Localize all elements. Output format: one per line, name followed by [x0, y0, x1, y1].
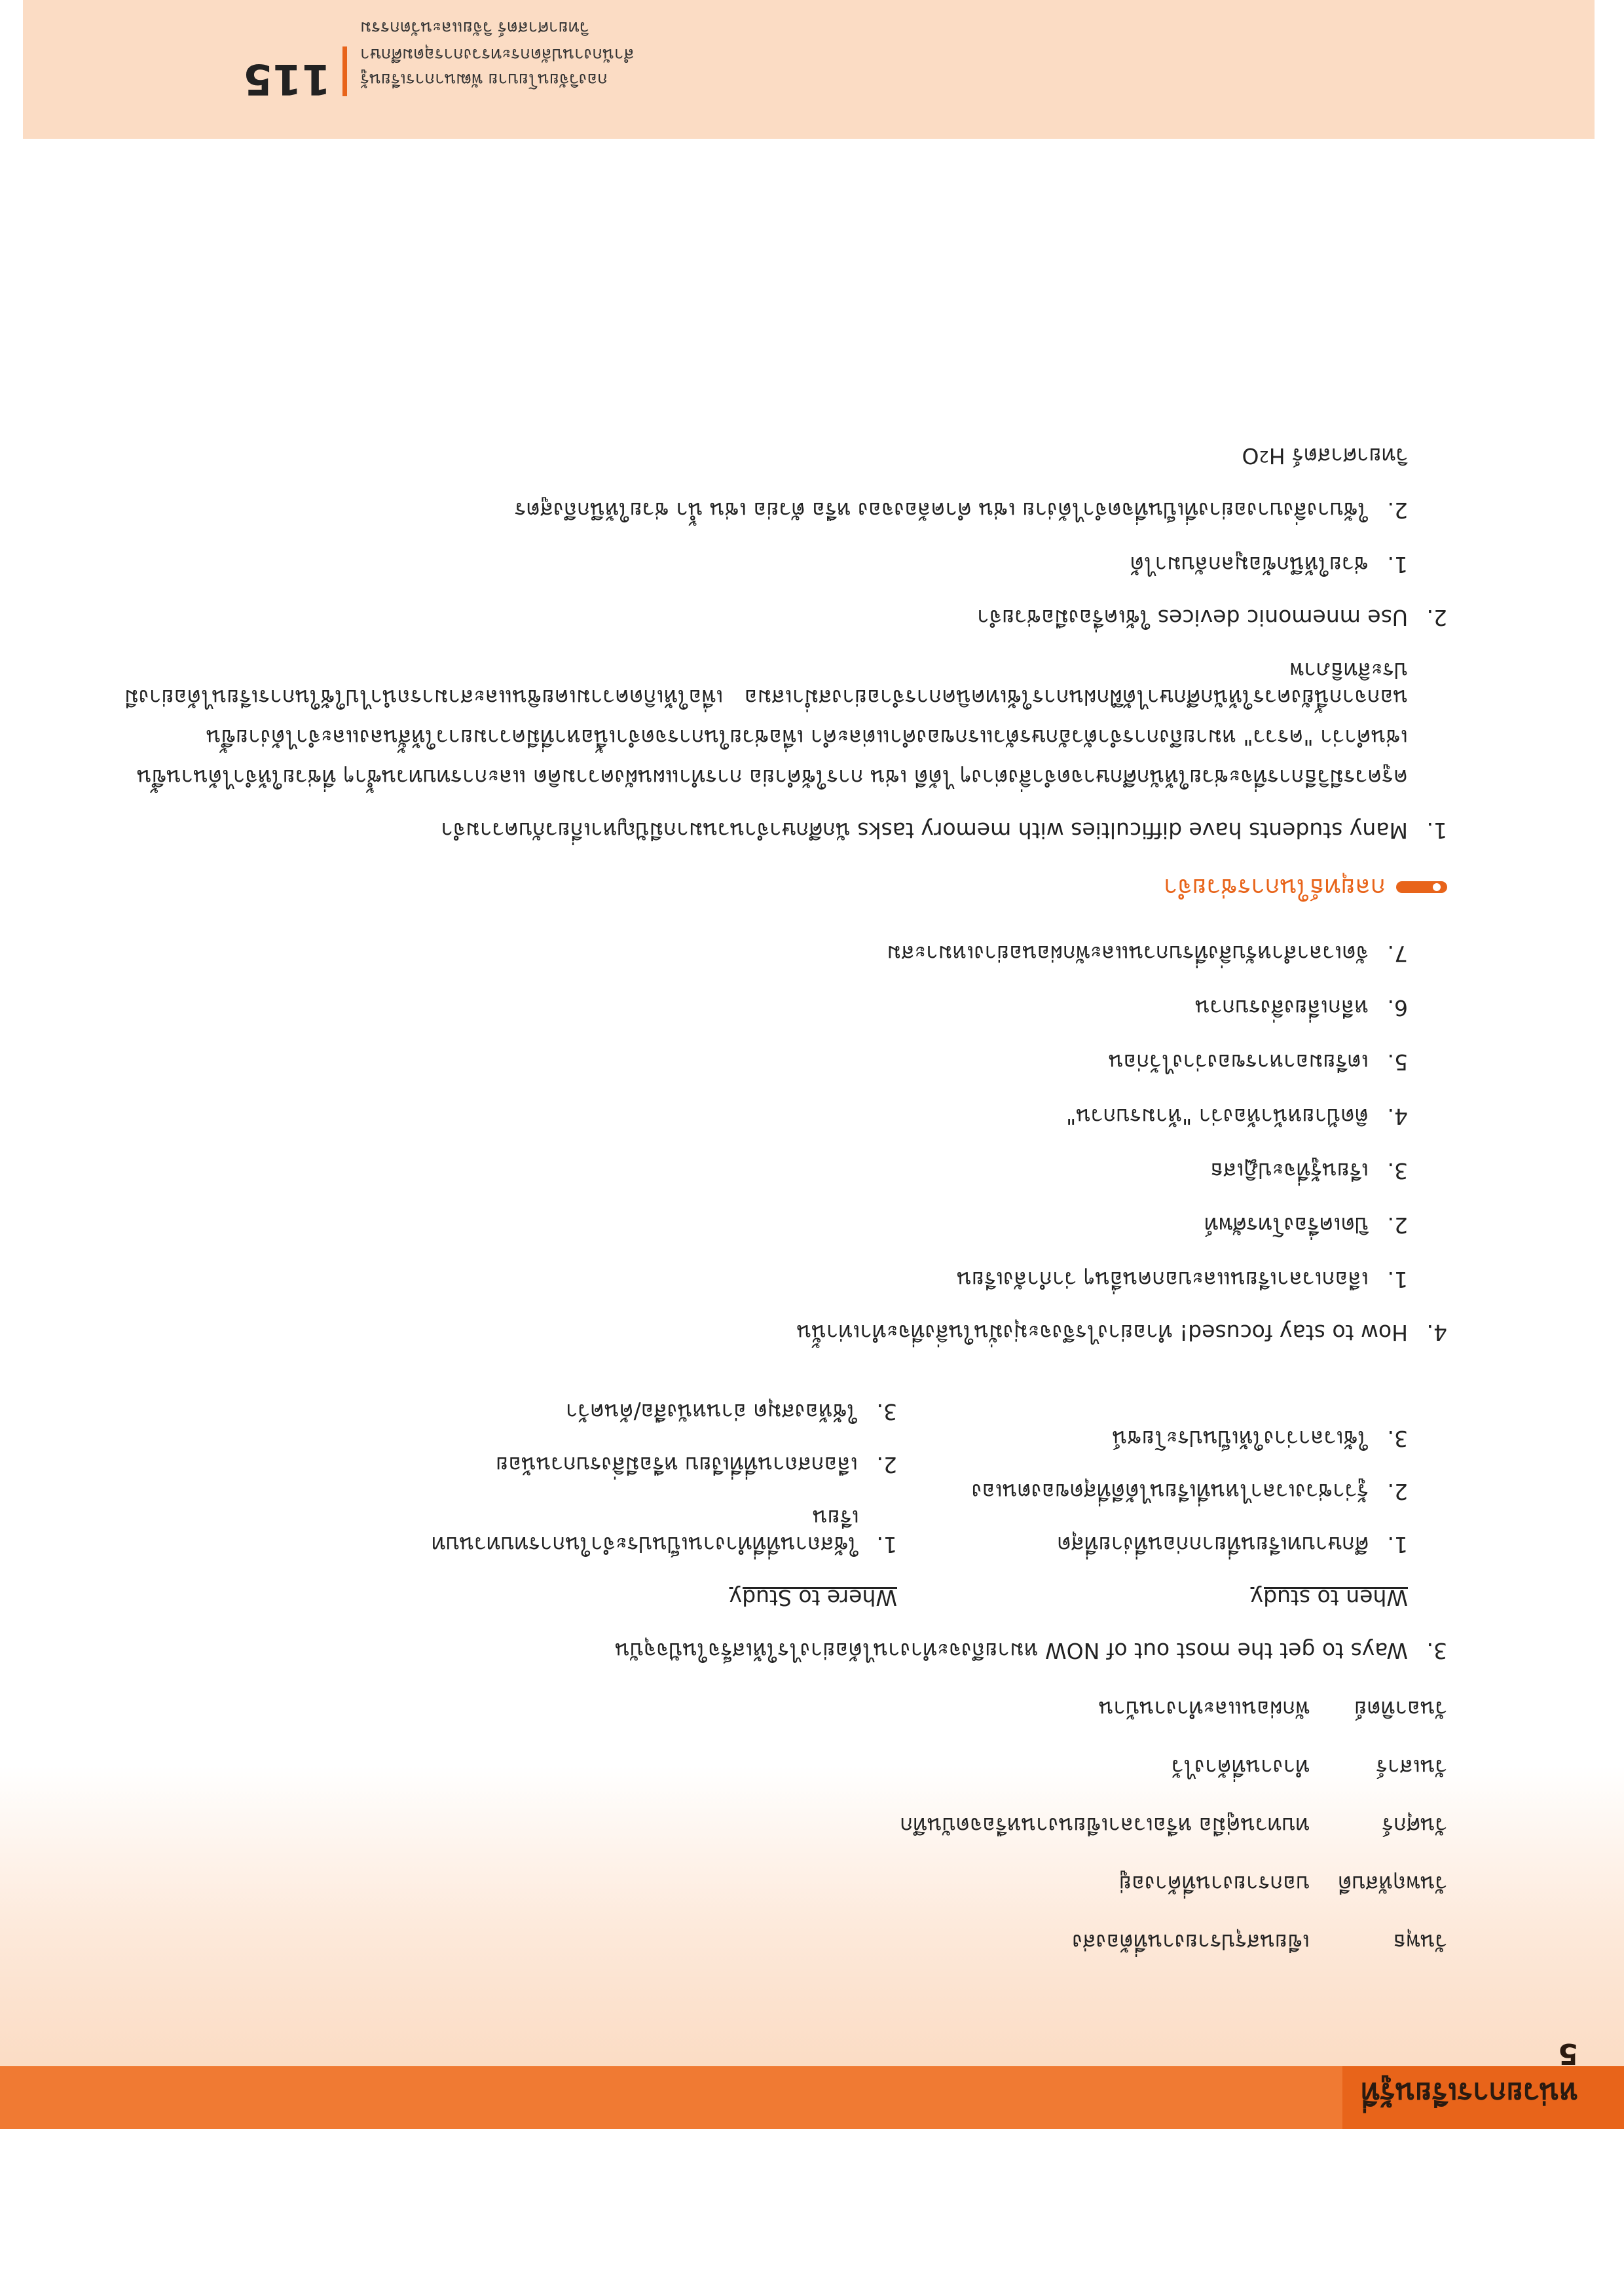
item-text: ช่วยให้นึกข้อมูลกลับมาได้ [1130, 552, 1369, 577]
list-item [124, 940, 1408, 967]
schedule-row [124, 1696, 1447, 1722]
footer-divider [342, 46, 347, 96]
schedule-task: พักผ่อนและทำงานบ้าน [1098, 1696, 1310, 1722]
item-text: ใช้ห้องสมุด อ่านหนังสือ/ค้นคว้า [565, 1399, 858, 1425]
list-item [124, 1049, 1408, 1076]
schedule-task: เขียนสรุปรายงานที่ต้องส่ง [1072, 1929, 1310, 1955]
section-4-heading [124, 1319, 1447, 1346]
memory-item-1-heading [124, 817, 1447, 844]
item-number: 2. [1387, 1479, 1408, 1504]
formula-line [124, 443, 1408, 469]
schedule-row [124, 1754, 1447, 1781]
list-item [124, 551, 1408, 578]
item-number: 3. [1387, 1426, 1408, 1451]
where-column [399, 1372, 897, 1611]
memory-item-2-heading [124, 604, 1447, 631]
item-number: 2. [1387, 498, 1408, 523]
paragraph-line: ครูควรมีวิธีการที่จะช่วยให้นักศึกษาจดจำสิ่งต่างๆ ได้ดี เช่น การใช้คำย่อ การทำแผนผังความคิด และการทบทวนซ้ำๆ ที่ช่วยให้จำได้นานขึ้น [136, 765, 1408, 790]
section-number: 4. [1426, 1320, 1447, 1345]
memory-section-title [124, 874, 1447, 901]
page-number: 115 [243, 54, 331, 103]
item-text: รู้ว่าช่วงเวลาไหนที่เรียนได้ดีที่สุดของตนเอง [971, 1479, 1369, 1504]
schedule-row [124, 1812, 1447, 1839]
schedule-task: บอกรายงานที่ค้างอยู่ [1118, 1871, 1310, 1897]
item-text: ใช้บางสิ่งบางอย่างที่เป็นที่จดจำได้ง่าย เช่น คำคล้องจอง หรือ ตัวย่อ เช่น น้ำ ช่วยให้นึกถึงสูตร [514, 498, 1369, 523]
item-title: Use mnemonic devices ใช้เครื่องมือช่วยจำ [977, 605, 1408, 630]
section-title: Ways to get the most out of NOW หมายถึงจะทำงานได้อย่างไรให้เสร็จในปัจจุบัน [615, 1638, 1408, 1664]
formula-prefix: วิทยาศาสตร์ H [1268, 443, 1408, 469]
item-text: เลือกเวลาเรียนและบอกคนอื่นๆ ว่ากำลังเรียน [957, 1267, 1369, 1292]
item-number: 2. [1426, 605, 1447, 630]
item-title: Many students have difficulties with memory tasks นักศึกษาจำนวนมากมีปัญหาเกี่ยวกับความจำ [441, 818, 1408, 843]
item-text: เตรียมอาหารของว่างไว้ก่อน [1108, 1049, 1369, 1075]
section-bullet-icon [1396, 882, 1447, 894]
when-heading: When to study [1250, 1585, 1408, 1611]
item-number: 3. [1387, 1158, 1408, 1184]
section-title: How to stay focused! ทำอย่างไรจึงจะมุ่งมั่นในสิ่งที่จะทำเท่านั้น [796, 1320, 1408, 1345]
section-number: 3. [1426, 1638, 1447, 1664]
list-item [124, 1103, 1408, 1130]
schedule-task: ทบทวนคู่มือ หรือเวลาเขียนงานหรือจดบันทึก [900, 1813, 1310, 1838]
footer-org-line-1: กองวิจัยนโยบาย พัฒนาการเรียนรู้ [360, 69, 608, 89]
schedule-day: วันพฤหัสบดี [1337, 1871, 1447, 1897]
list-item [124, 1157, 1408, 1184]
item-number: 1. [876, 1532, 897, 1558]
when-column [950, 1372, 1408, 1611]
item-text: ใช้เวลาว่างให้เป็นประโยชน์ [1112, 1426, 1369, 1451]
list-item [124, 1212, 1408, 1239]
schedule-row [124, 1929, 1447, 1956]
list-item [124, 497, 1408, 524]
schedule-row [124, 1870, 1447, 1897]
list-item [124, 994, 1408, 1021]
item-number: 2. [876, 1452, 897, 1478]
item-text: ใช้สถานที่ที่ทำงานเป็นประจำในการทบทวนบทเรียน [431, 1505, 859, 1558]
item-text: ติดป้ายหน้าห้องว่า "ห้ามรบกวน" [1066, 1104, 1369, 1129]
schedule-task: ทำงานที่ค้างไว้ [1171, 1755, 1310, 1780]
item-number: 1. [1387, 1267, 1408, 1292]
item-number: 6. [1387, 995, 1408, 1021]
item-number: 7. [1387, 941, 1408, 966]
unit-header-tab [1342, 2037, 1624, 2129]
schedule-day: วันเสาร์ [1376, 1755, 1447, 1780]
list-item [124, 1266, 1408, 1293]
item-text: หลีกเลี่ยงสิ่งรบกวน [1195, 995, 1369, 1021]
list-item [950, 1531, 1408, 1558]
page-content [124, 415, 1447, 1956]
item-text: ศึกษาบทเรียนที่ยากก่อนที่ง่ายที่สุด [1057, 1532, 1369, 1558]
paragraph-line: เช่นคำว่า "ครวว" หมายถึงการจำตัวอักษรตัวแรกของคำแต่ละคำ เพื่อช่วยในการจดจำเนื้อหาที่มีความยาวให้สั้นลงและจำได้ง่ายขึ้น [206, 725, 1408, 750]
item-number: 1. [1387, 1532, 1408, 1558]
where-heading: Where to Study [729, 1585, 897, 1611]
item-text: จัดเวลาสำหรับสิ่งที่รบกวนและพักผ่อนอย่างเหมาะสม [887, 941, 1369, 966]
list-item [950, 1478, 1408, 1505]
schedule-day: วันพุธ [1393, 1929, 1447, 1955]
schedule-day: วันอาทิตย์ [1354, 1696, 1447, 1722]
mnemonic-list [124, 443, 1408, 578]
weekly-schedule [124, 1696, 1447, 1956]
memory-section-label: กลยุทธ์ในการช่วยจำ [1163, 873, 1386, 902]
footer-org-line-2: สำนักงานปลัดกระทรวงการอุดมศึกษา วิทยาศาสตร์ วิจัยและนวัตกรรม [360, 18, 635, 64]
list-item [950, 1425, 1408, 1452]
item-number: 2. [1387, 1212, 1408, 1238]
item-number: 5. [1387, 1049, 1408, 1075]
schedule-day: วันศุกร์ [1382, 1813, 1447, 1838]
item-number: 1. [1387, 552, 1408, 577]
unit-header-bar [0, 2037, 1624, 2129]
formula-subscript: 2 [1259, 447, 1269, 465]
item-text: ปิดเครื่องโทรศัพท์ [1204, 1212, 1369, 1238]
memory-paragraph [124, 657, 1408, 791]
item-text: เลือกสถานที่ที่เงียบ หรือมีสิ่งรบกวนน้อย [496, 1452, 858, 1478]
list-item [399, 1451, 897, 1478]
item-number: 1. [1426, 818, 1447, 843]
item-number: 4. [1387, 1104, 1408, 1129]
section-3-heading [124, 1637, 1447, 1664]
list-item [399, 1504, 897, 1558]
item-number: 3. [876, 1399, 897, 1425]
unit-label: หน่วยการเรียนรู้ที่ 5 [1361, 2037, 1578, 2109]
when-where-columns [124, 1372, 1408, 1611]
focus-list [124, 940, 1408, 1293]
paragraph-line: นอกจากนี้ยังควรให้นักศึกษาได้ฝึกฝนการใช้เทคนิคการจำอย่างสม่ำเสมอ เพื่อให้เกิดความเคยชินและสามารถนำไปใช้ในการเรียนได้อย่างมีประสิทธิภาพ [124, 658, 1408, 710]
list-item [399, 1398, 897, 1425]
item-text: เรียนรู้ที่จะปฏิเสธ [1209, 1158, 1369, 1184]
formula-suffix: O [1242, 443, 1259, 469]
